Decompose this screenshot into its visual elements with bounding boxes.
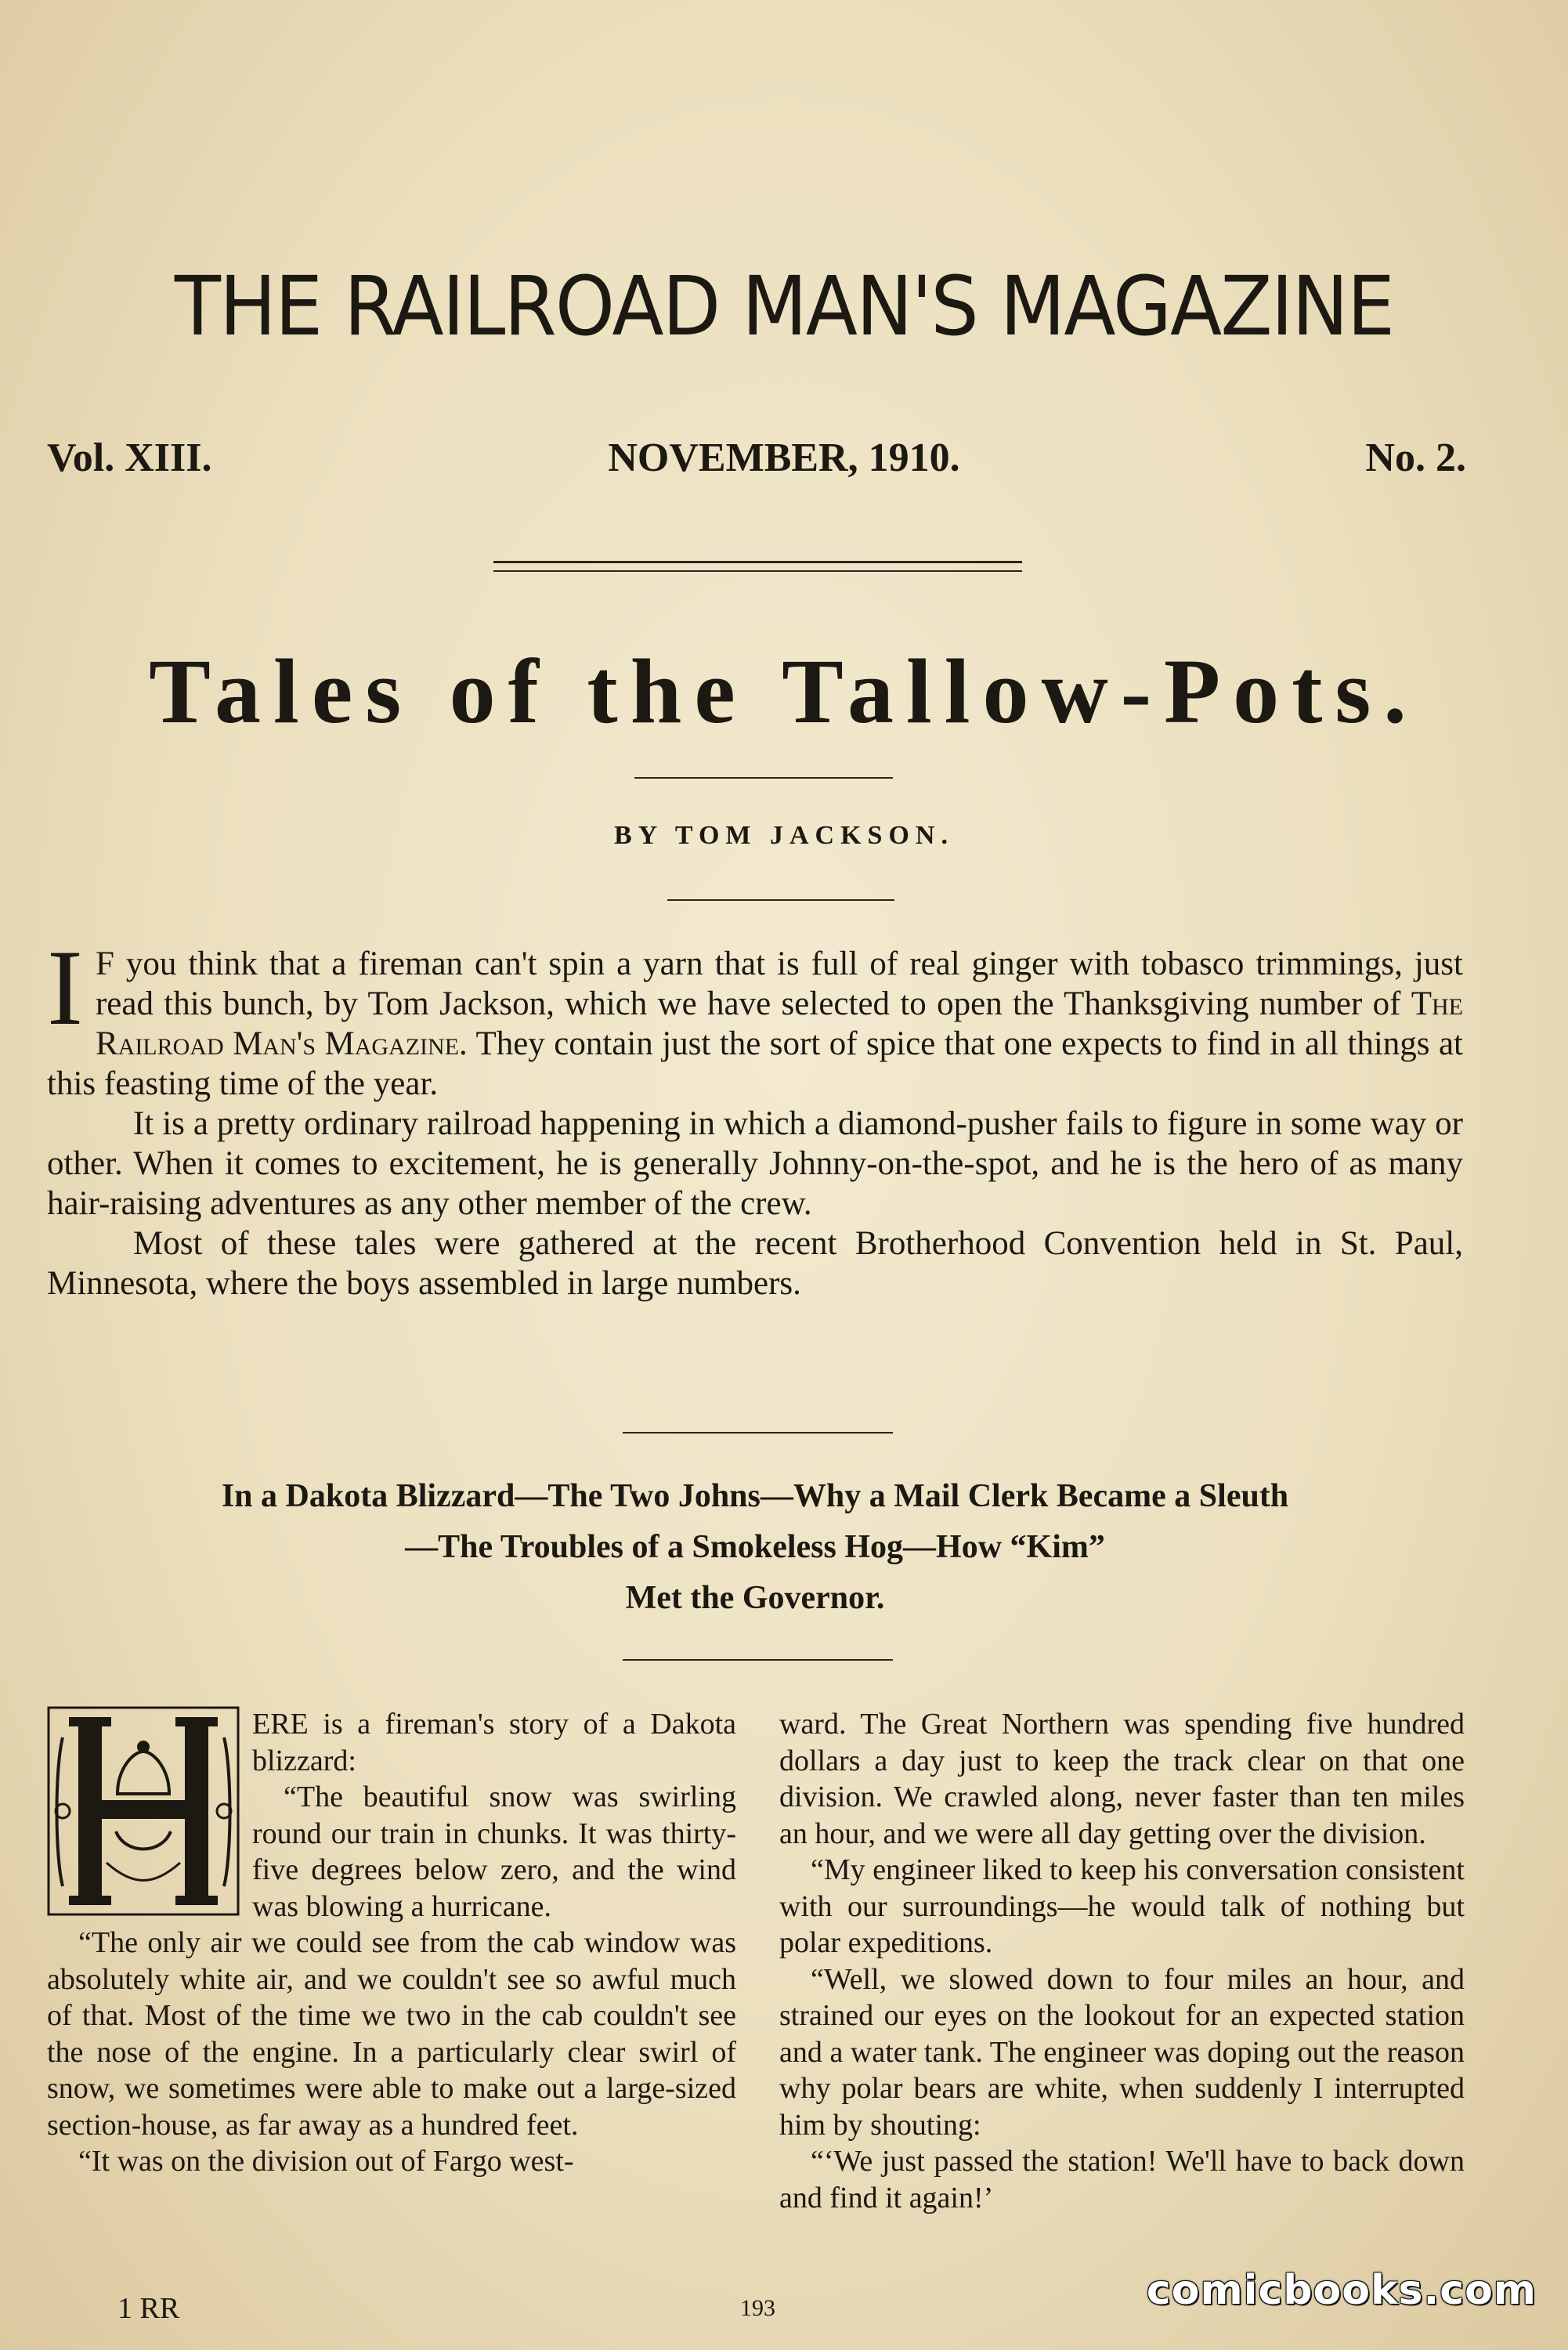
double-rule-top (493, 561, 1022, 563)
subhead-line: —The Troubles of a Smokeless Hog—How “Kim” (405, 1529, 1105, 1565)
byline-rule (667, 899, 894, 901)
subhead-line: In a Dakota Blizzard—The Two Johns—Why a Mail Clerk Became a Sleuth (221, 1478, 1289, 1514)
subhead-line: Met the Governor. (625, 1580, 885, 1616)
intro-paragraph-2: It is a pretty ordinary railroad happening in which a diamond-pusher fails to figure in some way or other. When it comes to excitement, he is generally Johnny-on-the-spot, and he is the hero of as many hair-raising adventures as any other member of the crew. (47, 1105, 1463, 1222)
column-right (779, 1706, 1465, 2216)
left-column-paragraph: “The beautiful snow was swirling round our train in chunks. It was thirty-five degrees below zero, and the wind was blowing a hurricane. (252, 1781, 736, 1923)
ornamental-initial-h (47, 1706, 240, 1916)
right-column-paragraph: “‘We just passed the station! We'll have to back down and find it again!’ (779, 2145, 1465, 2214)
issue-date: NOVEMBER, 1910. (608, 436, 960, 480)
right-column-paragraph: “My engineer liked to keep his conversation consistent with our surroundings—he would talk of nothing but polar expeditions. (779, 1853, 1465, 1959)
intro-paragraph-3: Most of these tales were gathered at the recent Brotherhood Convention held in St. Paul, Minnesota, where the boys assembled in large numbers. (47, 1225, 1463, 1302)
right-column-paragraph: ward. The Great Northern was spending five hundred dollars a day just to keep the track clear on that one division. We crawled along, never faster than ten miles an hour, and we were all day getting over the division. (779, 1708, 1465, 1850)
masthead: THE RAILROAD MAN'S MAGAZINE (174, 258, 1394, 354)
title-rule (634, 777, 893, 779)
subhead-rule (623, 1659, 893, 1661)
column-left (47, 1706, 736, 2180)
article-subheads (47, 1471, 1463, 1624)
issue-number: No. 2. (1365, 436, 1466, 480)
left-column-paragraph: “It was on the division out of Fargo west- (78, 2145, 574, 2178)
left-column-opening: ERE is a fireman's story of a Dakota blizzard: (252, 1708, 736, 1777)
volume-label: Vol. XIII. (47, 436, 212, 480)
double-rule-bottom (493, 570, 1022, 572)
left-column-paragraph: “The only air we could see from the cab window was absolutely white air, and we couldn't see so awful much of that. Most of the time we two in the cab couldn't see the nose of the engine. In a particularly clear swirl of snow, we sometimes were able to make out a large-sized section-house, as far away as a hundred feet. (47, 1926, 736, 2142)
byline: BY TOM JACKSON. (614, 821, 954, 850)
article-title: Tales of the Tallow-Pots. (149, 640, 1419, 743)
intro-paragraph-1-end: They contain just the sort of spice that one expects to find in all things at this feasting time of the year. (47, 1025, 1463, 1102)
watermark: comicbooks.com (1146, 2267, 1537, 2314)
page-number: 193 (740, 2295, 775, 2321)
signature-mark: 1 RR (117, 2292, 180, 2325)
right-column-paragraph: “Well, we slowed down to four miles an hour, and strained our eyes on the lookout for an expected station and a water tank. The engineer was doping out the reason why polar bears are white, when suddenly I interrupted him by shouting: (779, 1962, 1465, 2142)
intro-text (47, 927, 1463, 1303)
section-rule (623, 1432, 893, 1434)
intro-drop-cap: I (47, 927, 83, 1047)
intro-paragraph-1: F you think that a fireman can't spin a yarn that is full of real ginger with tobasco trimmings, just read this bunch, by Tom Jackson, which we have selected to open the Thanksgiving number of (95, 945, 1463, 1022)
magazine-name-inline: The Railroad Man's Magazine. (95, 985, 1463, 1062)
